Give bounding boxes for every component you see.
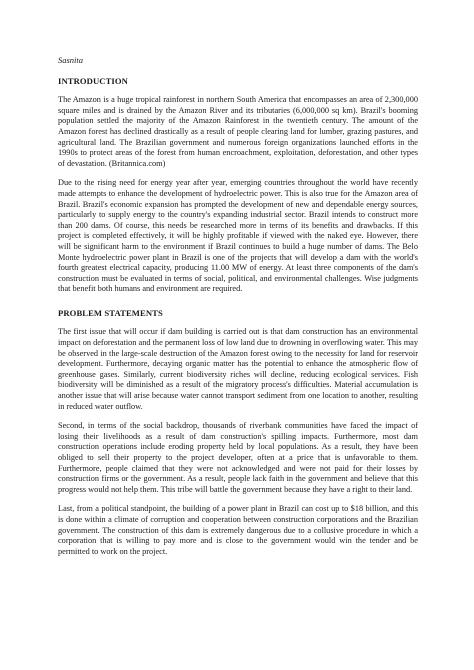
problem-statement-paragraph: Last, from a political standpoint, the building of a power plant in Brazil can cost up to $18 billion, and this is done within a climate of corruption and cooperation between construction corporations and the Brazilian government. The construction of this dam is extremely dangerous due to a collusive procedure in which a corporation that is willing to pay more and is close to the government would win the tender and be permitted to work on the project. — [58, 504, 418, 556]
introduction-paragraph: The Amazon is a huge tropical rainforest in northern South America that encompasses an area of 2,300,000 square miles and is drained by the Amazon River and its tributaries (6,000,000 sq km). Brazil's booming population settled the majority of the Amazon Rainforest in the twentieth century. The amount of the Amazon forest has declined drastically as a result of people clearing land for lumber, grazing pastures, and agricultural land. The Brazilian government and numerous foreign organizations launched efforts in the 1990s to protect areas of the forest from human encroachment, exploitation, deforestation, and other types of devastation. (Britannica.com) — [58, 95, 418, 168]
introduction-paragraph: Due to the rising need for energy year after year, emerging countries throughout the world have recently made attempts to enhance the development of hydroelectric power. This is also true for the Amazon area of Brazil. Brazil's economic expansion has prompted the development of new and dependable energy sources, particularly to supply energy to the country's expanding industrial sector. Brazil intends to construct more than 200 dams. Of course, this needs be researched more in terms of its benefits and drawbacks. If this project is completed effectively, it will be highly profitable if viewed with the naked eye. However, there will be significant harm to the environment if Brazil continues to build a huge number of dams. The Belo Monte hydroelectric power plant in Brazil is one of the projects that will develop a dam with the world's fourth greatest electrical capacity, producing 11.00 MW of energy. At least three components of the dam's construction must be evaluated in terms of social, political, and environmental challenges. Wise judgments that benefit both humans and environment are required. — [58, 178, 418, 294]
section-heading-problem-statements: PROBLEM STATEMENTS — [58, 307, 163, 318]
problem-statement-paragraph: Second, in terms of the social backdrop, thousands of riverbank communities have faced the impact of losing their livelihoods as a result of dam construction's spilling impacts. Furthermore, most dam construction operations include eroding property held by local populations. As a result, they have been obliged to sell their property to the project developer, often at a price that is unfavorable to them. Furthermore, people claimed that they were not acknowledged and were not paid for their losses by construction firms or the government. As a result, people lack faith in the government and believe that this progress would not help them. This tribe will battle the government because they have a right to their land. — [58, 421, 418, 494]
author-name: Sasnita — [58, 55, 84, 65]
section-heading-introduction: INTRODUCTION — [58, 75, 128, 86]
document-body — [58, 55, 418, 566]
problem-statement-paragraph: The first issue that will occur if dam building is carried out is that dam construction has an environmental impact on deforestation and the permanent loss of low land due to drowning in overflowing water. This may be observed in the large-scale destruction of the Amazon forest owing to the necessity for land for reservoir development. Furthermore, decaying organic matter has the potential to enhance the atmospheric flow of greenhouse gases. Similarly, current biodiversity riches will decline, reducing ecological services. Fish biodiversity will be diminished as a result of the migratory process's difficulties. Material accumulation is another issue that will arise because water cannot transport sediment from one location to another, resulting in reduced water outflow. — [58, 327, 418, 411]
